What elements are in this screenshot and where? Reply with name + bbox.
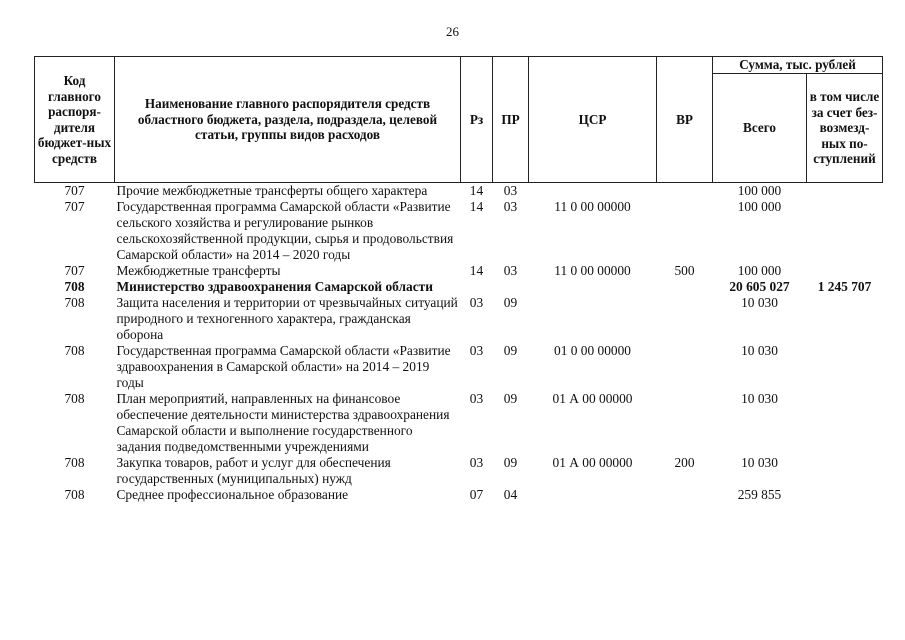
header-code: Код главного распоря-дителя бюджет-ных средств	[35, 57, 115, 183]
table-row	[35, 455, 883, 487]
cell-total: 100 000	[737, 263, 782, 278]
table-row	[35, 343, 883, 391]
table-row	[35, 487, 883, 503]
cell-free	[807, 199, 883, 263]
header-csr: ЦСР	[529, 57, 657, 183]
cell-total: 100 000	[737, 183, 782, 198]
cell-csr	[529, 295, 657, 343]
cell-rz: 03	[469, 455, 484, 470]
cell-name: План мероприятий, направленных на финансовое обеспечение деятельности министерства здравоохранения Самарской области и выполнение государственного задания подведомственными учреждениями	[116, 391, 450, 454]
cell-free	[807, 295, 883, 343]
cell-total: 10 030	[741, 391, 778, 406]
table-body	[35, 183, 883, 504]
cell-vr	[657, 183, 713, 200]
cell-code: 708	[64, 295, 85, 310]
cell-vr	[657, 279, 713, 295]
table-row	[35, 295, 883, 343]
cell-csr	[529, 183, 657, 200]
cell-rz: 14	[469, 263, 484, 278]
cell-free	[807, 455, 883, 487]
cell-name: Министерство здравоохранения Самарской области	[116, 279, 433, 294]
header-vr: ВР	[657, 57, 713, 183]
cell-pr: 09	[503, 343, 518, 358]
cell-pr: 04	[503, 487, 518, 502]
cell-name: Прочие межбюджетные трансферты общего характера	[116, 183, 428, 198]
budget-table	[34, 56, 883, 503]
cell-code: 707	[64, 183, 85, 198]
cell-total: 10 030	[741, 295, 778, 310]
cell-total: 100 000	[737, 199, 782, 214]
cell-total: 10 030	[741, 343, 778, 358]
cell-free	[807, 183, 883, 200]
cell-name: Государственная программа Самарской области «Развитие здравоохранения в Самарской области» на 2014 – 2019 годы	[116, 343, 451, 390]
header-pr: ПР	[493, 57, 529, 183]
cell-free: 1 245 707	[817, 279, 872, 294]
cell-code: 708	[64, 455, 85, 470]
table-row	[35, 199, 883, 263]
cell-csr: 01 А 00 00000	[552, 455, 633, 470]
cell-total: 10 030	[741, 455, 778, 470]
table-row	[35, 279, 883, 295]
header-sum: Сумма, тыс. рублей	[713, 57, 883, 74]
cell-vr: 200	[674, 455, 695, 470]
header-name: Наименование главного распорядителя средств областного бюджета, раздела, подраздела, целевой статьи, группы видов расходов	[115, 57, 461, 183]
cell-rz: 03	[469, 343, 484, 358]
cell-rz: 03	[469, 391, 484, 406]
cell-vr	[657, 199, 713, 263]
table-row	[35, 263, 883, 279]
cell-pr: 09	[503, 455, 518, 470]
table-row	[35, 183, 883, 200]
cell-free	[807, 343, 883, 391]
cell-csr	[529, 487, 657, 503]
cell-csr: 11 0 00 00000	[554, 263, 631, 278]
header-rz: Рз	[461, 57, 493, 183]
header-free: в том числе за счет без-возмезд-ных по-ступлений	[807, 74, 883, 183]
cell-free	[807, 487, 883, 503]
cell-vr	[657, 295, 713, 343]
page-number: 26	[446, 24, 459, 39]
cell-code: 708	[64, 391, 85, 406]
cell-pr: 03	[503, 263, 518, 278]
cell-code: 708	[64, 343, 85, 358]
cell-csr: 11 0 00 00000	[554, 199, 631, 214]
cell-code: 707	[64, 199, 85, 214]
cell-csr	[529, 279, 657, 295]
cell-name: Межбюджетные трансферты	[116, 263, 281, 278]
cell-total: 259 855	[737, 487, 782, 502]
cell-rz: 14	[469, 199, 484, 214]
cell-pr: 03	[503, 183, 518, 198]
cell-pr: 03	[503, 199, 518, 214]
cell-csr: 01 А 00 00000	[552, 391, 633, 406]
cell-total: 20 605 027	[729, 279, 790, 294]
cell-name: Среднее профессиональное образование	[116, 487, 349, 502]
cell-free	[807, 391, 883, 455]
cell-rz	[461, 279, 493, 295]
table-header	[35, 57, 883, 183]
cell-name: Защита населения и территории от чрезвычайных ситуаций природного и техногенного характера, гражданская оборона	[116, 295, 458, 342]
header-total: Всего	[713, 74, 807, 183]
cell-free	[807, 263, 883, 279]
cell-vr	[657, 343, 713, 391]
cell-pr: 09	[503, 391, 518, 406]
cell-rz: 03	[469, 295, 484, 310]
cell-pr: 09	[503, 295, 518, 310]
cell-name: Закупка товаров, работ и услуг для обеспечения государственных (муниципальных) нужд	[116, 455, 391, 486]
cell-rz: 14	[469, 183, 484, 198]
cell-vr	[657, 487, 713, 503]
cell-pr	[493, 279, 529, 295]
table-row	[35, 391, 883, 455]
cell-code: 708	[64, 487, 85, 502]
cell-rz: 07	[469, 487, 484, 502]
cell-vr	[657, 391, 713, 455]
cell-csr: 01 0 00 00000	[554, 343, 631, 358]
cell-code: 707	[64, 263, 85, 278]
cell-name: Государственная программа Самарской области «Развитие сельского хозяйства и регулирование рынков сельскохозяйственной продукции, сырья и продовольствия Самарской области» на 2014 – 2020 годы	[116, 199, 454, 262]
cell-code: 708	[64, 279, 85, 294]
cell-vr: 500	[674, 263, 695, 278]
